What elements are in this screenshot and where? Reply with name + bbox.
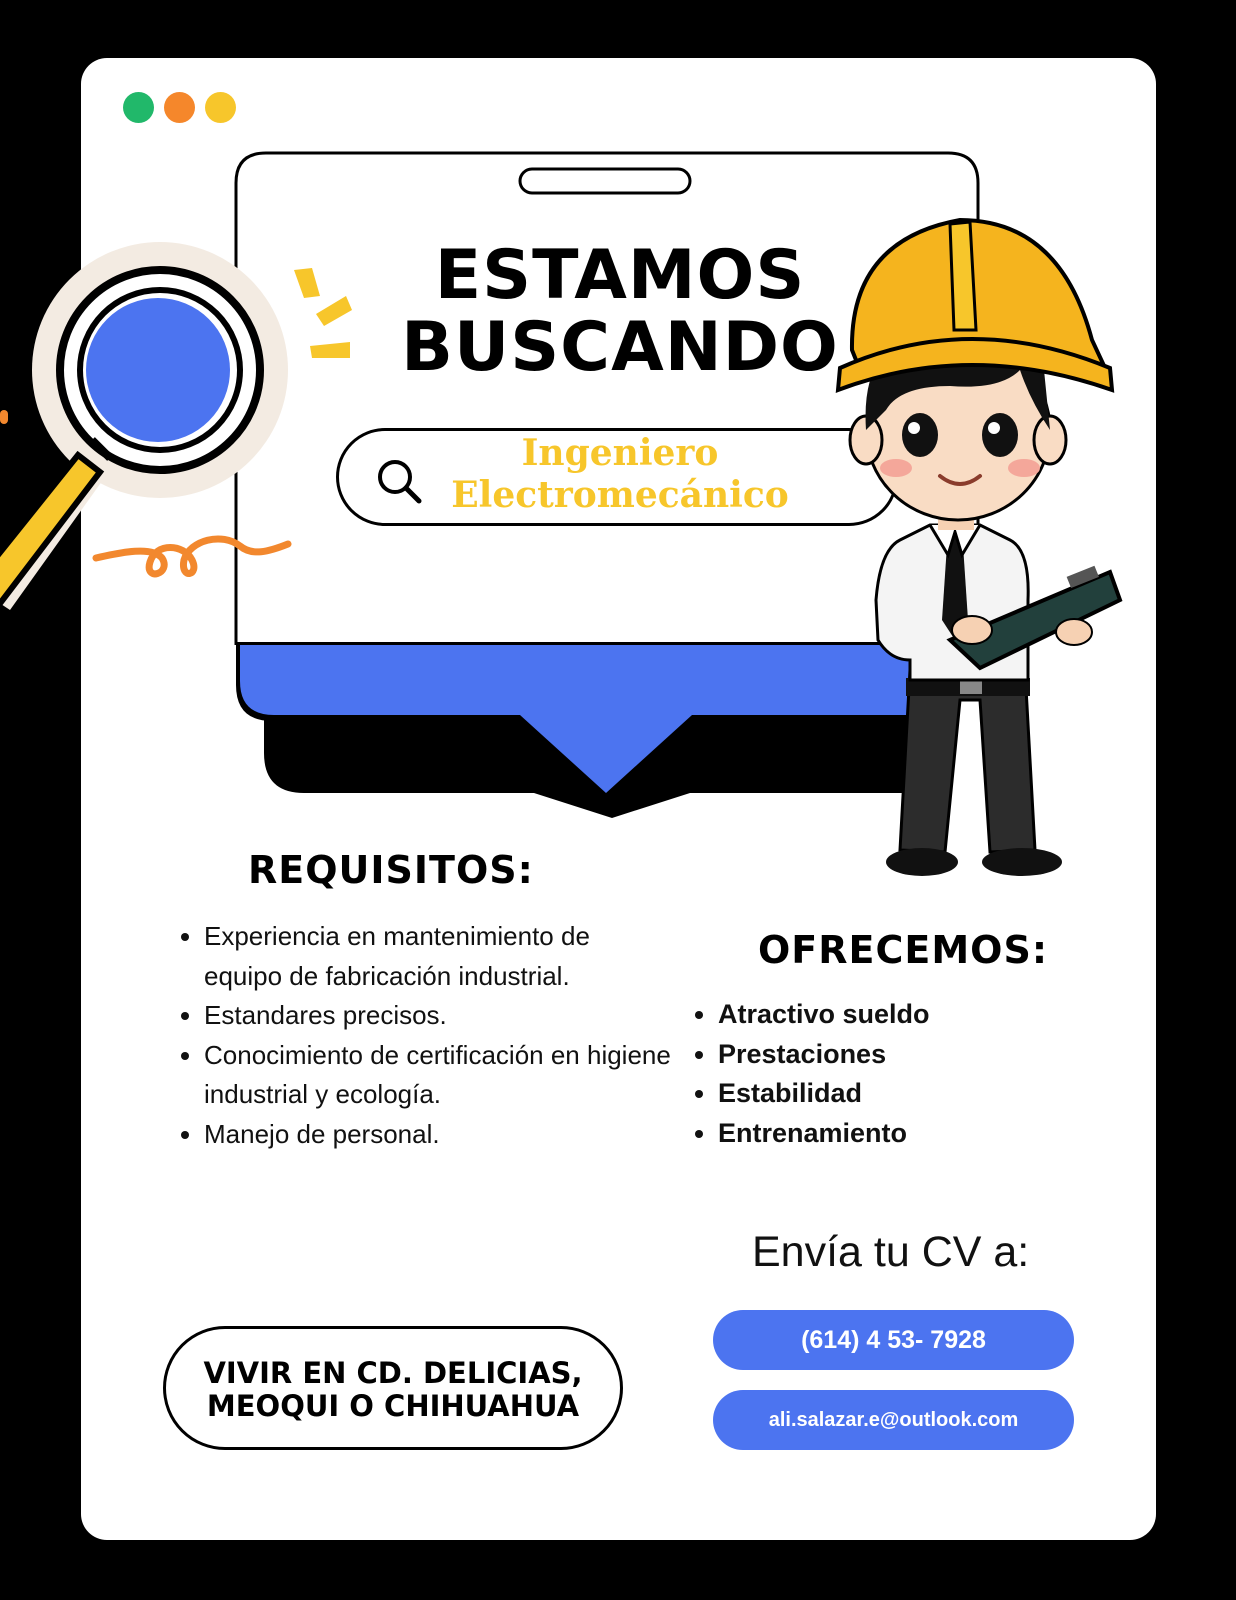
window-dot-yellow: [205, 92, 236, 123]
email-button[interactable]: [713, 1390, 1074, 1450]
hero-title: [360, 236, 880, 387]
hero-title-line2: BUSCANDO: [401, 308, 839, 387]
search-query-line1: Ingeniero: [521, 432, 719, 474]
list-item: • Atractivo sueldo: [718, 995, 1058, 1035]
location-badge: [163, 1326, 623, 1450]
offers-title: OFRECEMOS:: [758, 928, 1049, 972]
offers-list: [686, 995, 1058, 1153]
list-item: • Prestaciones: [718, 1035, 1058, 1075]
window-dot-orange: [164, 92, 195, 123]
hero-title-line1: ESTAMOS: [434, 236, 806, 315]
requirements-list: [172, 917, 674, 1154]
send-cv-title: Envía tu CV a:: [752, 1228, 1030, 1276]
list-item: • Estabilidad: [718, 1074, 1058, 1114]
list-item: • Manejo de personal.: [204, 1115, 674, 1155]
phone-button[interactable]: [713, 1310, 1074, 1370]
location-line2: MEOQUI O CHIHUAHUA: [206, 1389, 580, 1423]
search-query-line2: Electromecánico: [451, 474, 789, 516]
email-address: ali.salazar.e@outlook.com: [768, 1409, 1019, 1431]
list-item: • Estandares precisos.: [204, 996, 674, 1036]
search-query: [430, 432, 810, 516]
orange-accent: [0, 410, 8, 424]
window-dot-green: [123, 92, 154, 123]
list-item: • Entrenamiento: [718, 1114, 1058, 1154]
squiggle-icon: [92, 522, 292, 592]
list-item: • Experiencia en mantenimiento de equipo de fabricación industrial.: [204, 917, 674, 996]
location-line1: VIVIR EN CD. DELICIAS,: [203, 1356, 583, 1390]
search-icon: [373, 455, 425, 507]
requirements-title: REQUISITOS:: [248, 848, 534, 892]
engineer-illustration: [830, 200, 1150, 900]
phone-number: (614) 4 53- 7928: [801, 1326, 986, 1354]
highlight-rays-icon: [290, 262, 360, 372]
list-item: • Conocimiento de certificación en higiene industrial y ecología.: [204, 1036, 674, 1115]
